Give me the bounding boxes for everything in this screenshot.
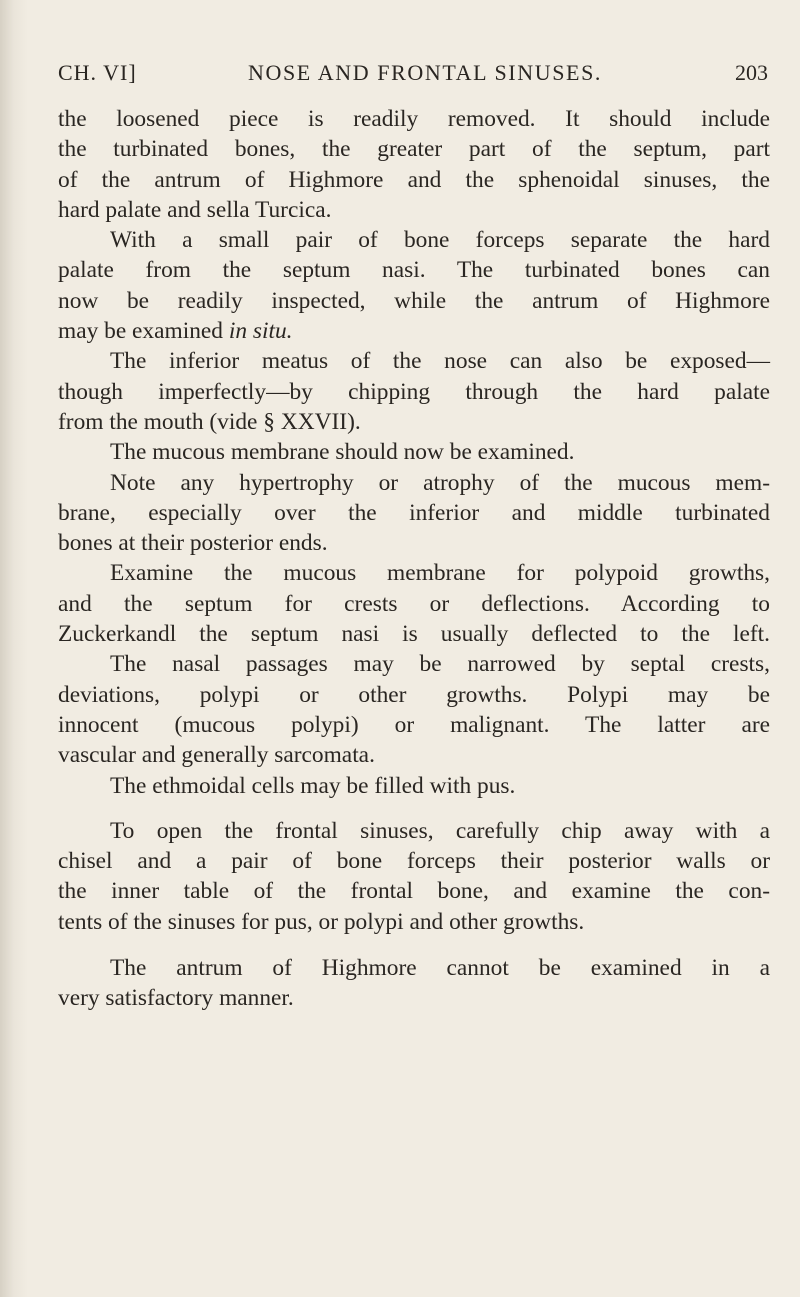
text-line: now be readily inspected, while the antrum of Highmore (58, 287, 770, 314)
text-line: chisel and a pair of bone forceps their posterior walls or (58, 848, 770, 875)
paragraph (58, 104, 770, 225)
page-number: 203 (735, 60, 768, 85)
text-line: the loosened piece is readily removed. It should include (58, 106, 770, 132)
text-line: brane, especially over the inferior and middle turbinated (58, 499, 770, 526)
chapter-label: CH. VI] (58, 60, 137, 85)
text-line: Note any hypertrophy or atrophy of the mucous mem- (110, 469, 770, 496)
text-line: The inferior meatus of the nose can also be exposed— (110, 348, 770, 375)
text-line: innocent (mucous polypi) or malignant. The latter are (58, 711, 770, 738)
text-line: of the antrum of Highmore and the sphenoidal sinuses, the (58, 166, 770, 193)
text-line: Examine the mucous membrane for polypoid growths, (110, 560, 770, 587)
running-title: NOSE AND FRONTAL SINUSES. (248, 60, 603, 85)
text-line: The nasal passages may be narrowed by septal crests, (110, 651, 770, 678)
text-line: and the septum for crests or deflections. According to (58, 590, 770, 617)
running-header (58, 60, 768, 90)
text-line: palate from the septum nasi. The turbinated bones can (58, 257, 770, 284)
text-fragment: may be examined (58, 318, 229, 345)
text-line (58, 316, 770, 346)
text-line: hard palate and sella Turcica. (58, 196, 332, 223)
text-line: though imperfectly—by chipping through the hard palate (58, 378, 770, 405)
text-line: The mucous membrane should now be examined. (110, 439, 575, 466)
text-line: vascular and generally sarcomata. (58, 742, 375, 769)
paragraph (58, 437, 770, 467)
text-line: The ethmoidal cells may be filled with pus. (110, 772, 516, 799)
text-line: tents of the sinuses for pus, or polypi and other growths. (58, 908, 585, 935)
paragraph (58, 953, 770, 1014)
paragraph (58, 468, 770, 559)
body-text (58, 104, 770, 1014)
text-line: from the mouth (vide § XXVII). (58, 408, 361, 435)
text-line: deviations, polypi or other growths. Polypi may be (58, 681, 770, 708)
paragraph (58, 816, 770, 937)
text-line: Zuckerkandl the septum nasi is usually deflected to the left. (58, 621, 770, 648)
paragraph (58, 771, 770, 801)
text-line: To open the frontal sinuses, carefully chip away with a (110, 817, 770, 844)
italic-phrase: in situ. (228, 318, 293, 345)
text-line: the turbinated bones, the greater part of the septum, part (58, 136, 770, 163)
text-line: bones at their posterior ends. (58, 530, 328, 557)
text-line: very satisfactory manner. (58, 985, 294, 1012)
paragraph (58, 649, 770, 770)
paragraph (58, 225, 770, 346)
text-line: the inner table of the frontal bone, and examine the con- (58, 878, 770, 905)
paragraph (58, 346, 770, 437)
text-line: The antrum of Highmore cannot be examined in a (110, 955, 770, 982)
paragraph (58, 558, 770, 649)
text-line: With a small pair of bone forceps separate the hard (110, 227, 770, 254)
